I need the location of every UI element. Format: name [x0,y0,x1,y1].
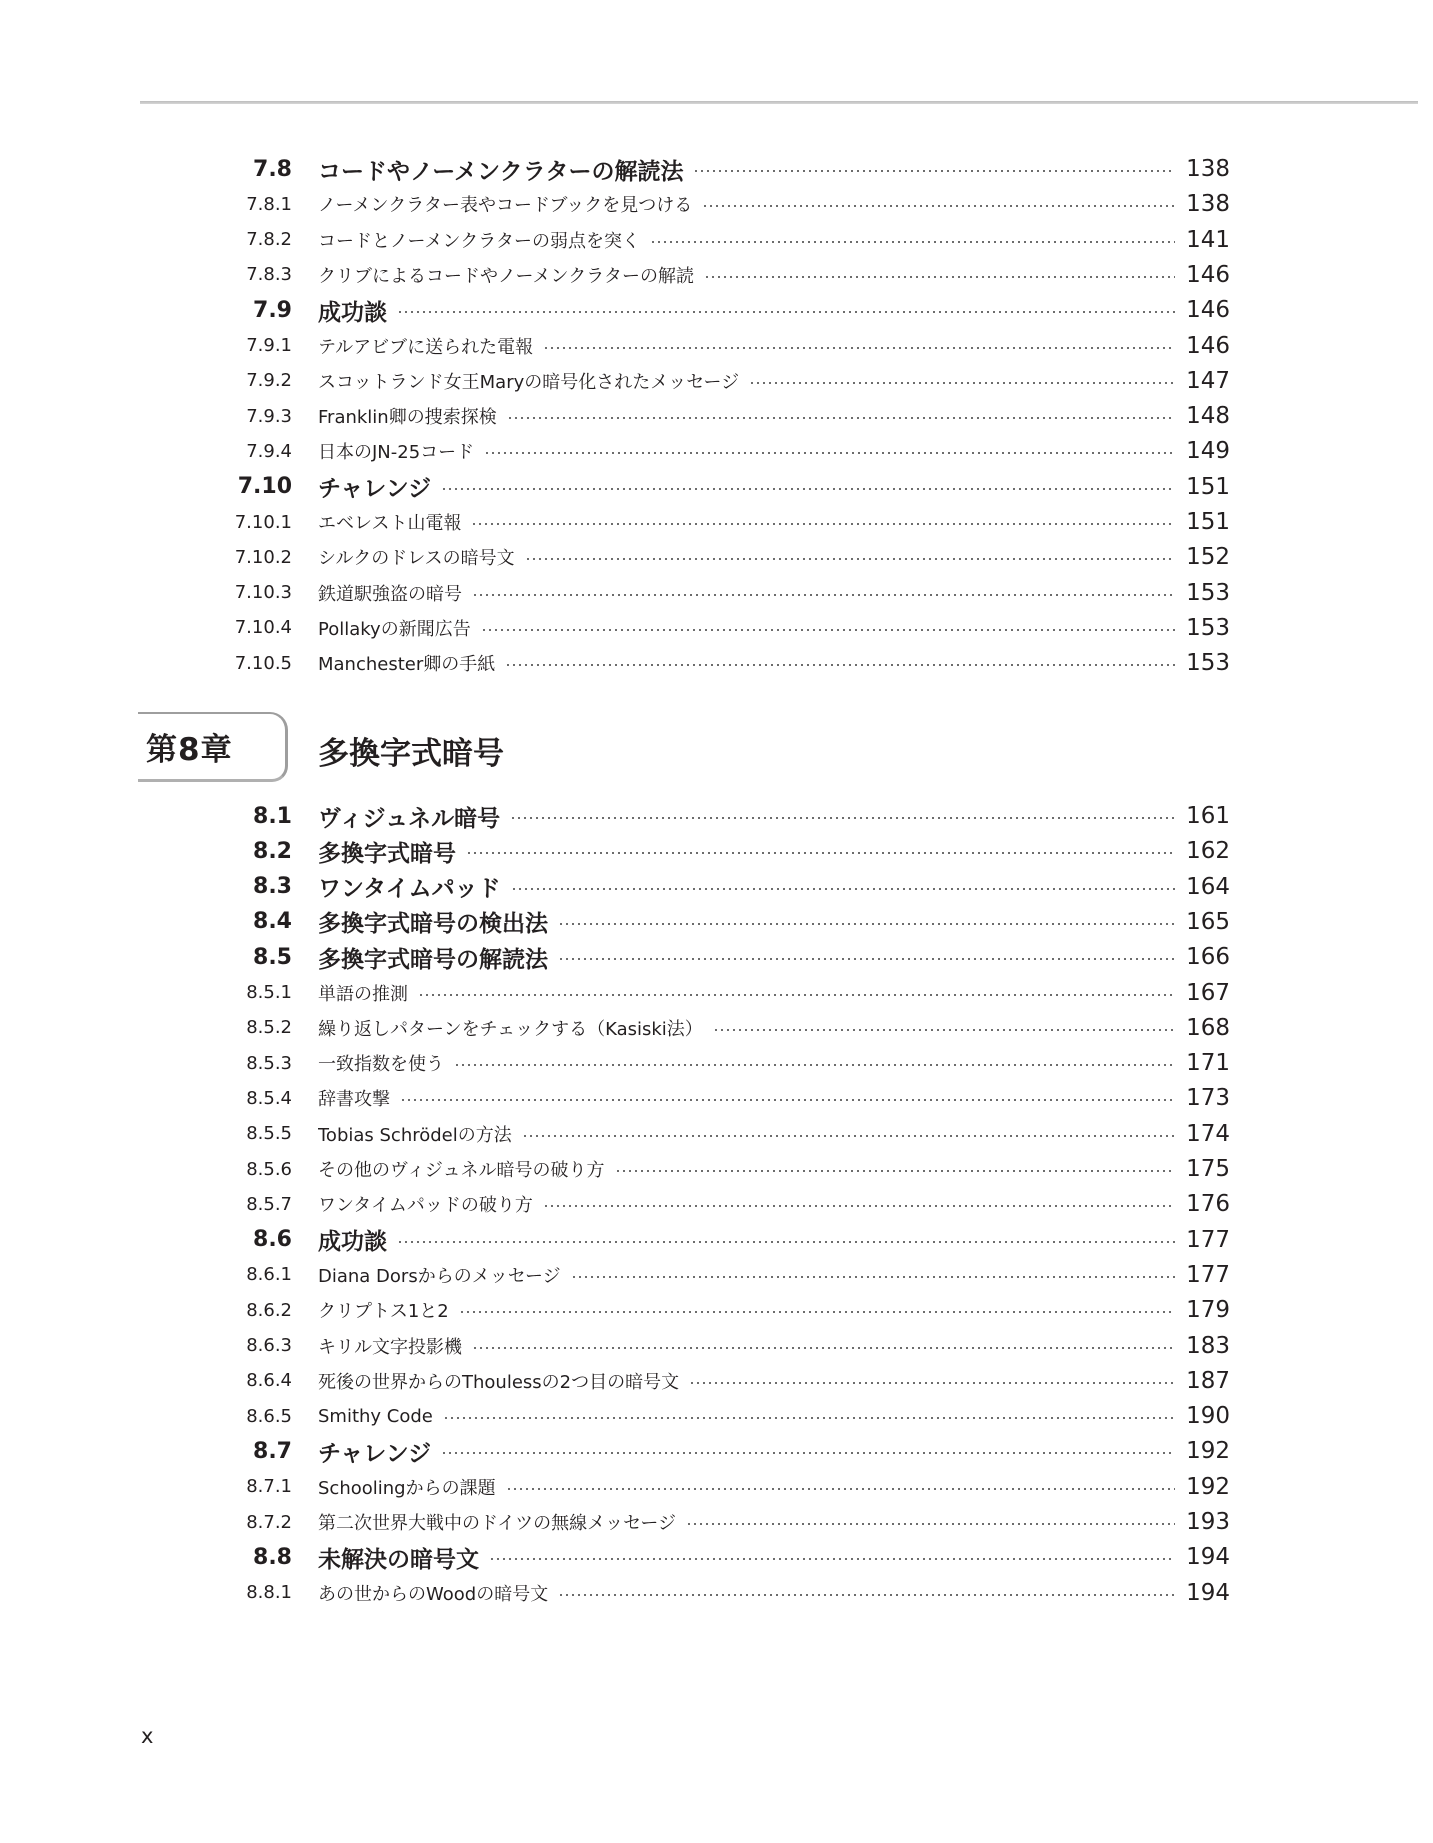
toc-entry [0,472,1433,502]
toc-entry-page: 179 [1186,1297,1230,1324]
dot-leader [693,170,1175,172]
toc-entry-body [318,870,1183,903]
toc-entry-body [318,403,1183,429]
toc-entry [0,613,1433,643]
toc-entry-body [318,1050,1183,1076]
toc-entry-number: 8.5.4 [246,1087,292,1109]
toc-entry-number: 8.6 [253,1227,292,1253]
toc-entry-page: 171 [1186,1050,1230,1077]
toc-entry-number: 8.5.2 [246,1017,292,1039]
dot-leader [459,1311,1175,1313]
toc-entry-title: キリル文字投影機 [318,1336,462,1358]
chapter-title: 多換字式暗号 [318,736,504,772]
chapter-label: 第8章 [146,732,233,768]
dot-leader [484,452,1175,454]
dot-leader [505,664,1175,666]
toc-entry [0,1189,1433,1219]
toc-entry [0,836,1433,866]
toc-entry-number: 7.10.2 [234,546,292,568]
dot-leader [471,523,1175,525]
toc-entry-page: 146 [1186,332,1230,359]
toc-entry-page: 146 [1186,297,1230,324]
toc-entry-number: 8.4 [253,909,292,935]
toc-entry-body [318,1223,1183,1256]
toc-entry-page: 187 [1186,1367,1230,1394]
toc-entry-body [318,650,1183,676]
toc-entry-title: ワンタイムパッドの破り方 [318,1195,533,1217]
toc-entry-title: 鉄道駅強盗の暗号 [318,583,462,605]
toc-entry-page: 190 [1186,1403,1230,1430]
dot-leader [571,1276,1175,1278]
toc-entry-number: 8.5.3 [246,1052,292,1074]
toc-entry-body [318,1191,1183,1217]
toc-entry-number: 7.10.5 [234,652,292,674]
toc-entry-number: 8.1 [253,803,292,829]
toc-entry [0,366,1433,396]
toc-entry-title: クリブによるコードやノーメンクラターの解読 [318,265,695,287]
toc-entry-body [318,580,1183,606]
dot-leader [506,1488,1175,1490]
toc-entry-page: 176 [1186,1191,1230,1218]
dot-leader [510,817,1175,819]
dot-leader [400,1099,1175,1101]
toc-entry-number: 8.5.5 [246,1123,292,1145]
toc-entry [0,225,1433,255]
toc-entry-title: ノーメンクラター表やコードブックを見つける [318,195,693,217]
toc-entry [0,1366,1433,1396]
dot-leader [454,1064,1175,1066]
toc-entry-title: Franklin卿の捜索探検 [318,407,497,429]
toc-entry-page: 173 [1186,1085,1230,1112]
toc-entry [0,1154,1433,1184]
page-number: x [141,1724,154,1748]
dot-leader [443,1417,1175,1419]
toc-entry-page: 146 [1186,261,1230,288]
toc-entry-body [318,1406,1183,1427]
toc-entry [0,1048,1433,1078]
toc-entry-body [318,1085,1183,1111]
toc-entry-body [318,1435,1183,1468]
toc-entry [0,801,1433,831]
toc-entry [0,578,1433,608]
toc-entry-body [318,333,1183,359]
toc-entry-title: クリプトス1と2 [318,1301,449,1323]
toc-entry-title: スコットランド女王Maryの暗号化されたメッセージ [318,371,740,393]
toc-entry-number: 7.9.2 [246,370,292,392]
toc-entry [0,1083,1433,1113]
dot-leader [418,994,1175,996]
dot-leader [489,1558,1175,1560]
toc-entry-page: 167 [1186,979,1230,1006]
dot-leader [525,558,1175,560]
toc-entry-number: 8.8.1 [246,1582,292,1604]
toc-entry [0,942,1433,972]
toc-entry-page: 138 [1186,191,1230,218]
toc-entry-number: 8.5.7 [246,1193,292,1215]
dot-leader [543,1205,1175,1207]
toc-entry-page: 138 [1186,156,1230,182]
toc-entry-title: その他のヴィジュネル暗号の破り方 [318,1160,605,1181]
toc-entry [0,1260,1433,1290]
toc-entry-body [318,227,1183,253]
dot-leader [441,488,1175,490]
toc-entry-title: 多換字式暗号 [318,840,456,867]
toc-entry-body [318,800,1183,833]
dot-leader [749,382,1175,384]
toc-entry-title: Manchester卿の手紙 [318,654,496,676]
toc-entry-number: 7.8 [253,156,292,182]
toc-entry-title: 成功談 [318,1229,387,1256]
toc-entry-page: 149 [1186,438,1230,465]
toc-entry [0,1013,1433,1043]
toc-entry [0,1507,1433,1537]
toc-entry [0,1436,1433,1466]
toc-entry-page: 161 [1186,803,1230,829]
toc-entry-title: 辞書攻撃 [318,1089,390,1111]
toc-entry-body [318,1297,1183,1323]
toc-entry-page: 151 [1186,473,1230,500]
toc-entry-number: 7.8.3 [246,264,292,286]
toc-entry-page: 148 [1186,403,1230,430]
toc-entry-body [318,1541,1183,1574]
toc-entry-number: 7.8.2 [246,229,292,251]
toc-entry-page: 177 [1186,1261,1230,1288]
toc-entry-page: 164 [1186,873,1230,900]
toc-entry [0,1578,1433,1608]
toc-entry-body [318,1474,1183,1500]
toc-entry-title: 日本のJN-25コード [318,442,475,464]
dot-leader [558,958,1175,960]
toc-entry [0,1331,1433,1361]
toc-entry [0,907,1433,937]
toc-entry-number: 8.8 [253,1544,292,1570]
toc-entry-number: 8.5 [253,944,292,970]
dot-leader [441,1452,1175,1454]
toc-entry-number: 8.7 [253,1438,292,1464]
toc-entry-body [318,1015,1183,1041]
toc-entry-body [318,1580,1183,1606]
toc-entry-title: 一致指数を使う [318,1054,444,1076]
toc-entry [0,260,1433,290]
toc-entry-title: Diana Dorsからのメッセージ [318,1265,561,1287]
toc-entry-page: 152 [1186,544,1230,571]
toc-entry-number: 8.6.5 [246,1405,292,1427]
toc-entry-body [318,835,1183,868]
toc-entry [0,436,1433,466]
toc-entry-number: 8.7.2 [246,1511,292,1533]
dot-leader [522,1135,1175,1137]
toc-entry-body [318,941,1183,974]
toc-entry [0,542,1433,572]
toc-entry-body [318,905,1183,938]
toc-entry [0,507,1433,537]
toc-entry-number: 7.9.3 [246,405,292,427]
toc-entry-body [318,980,1183,1006]
dot-leader [397,311,1175,313]
dot-leader [507,417,1175,419]
dot-leader [558,923,1175,925]
toc-entry [0,1295,1433,1325]
toc-entry-title: 第二次世界大戦中のドイツの無線メッセージ [318,1513,677,1534]
toc-entry-body [318,1262,1183,1288]
toc-entry-page: 183 [1186,1332,1230,1359]
dot-leader [686,1523,1175,1525]
toc-entry-page: 177 [1186,1226,1230,1253]
toc-entry-body [318,1156,1183,1182]
toc-entry [0,648,1433,678]
toc-entry-body [318,544,1183,570]
toc-entry [0,1225,1433,1255]
toc-entry [0,401,1433,431]
toc-entry-title: ワンタイムパッド [318,876,501,903]
toc-entry-title: 単語の推測 [318,983,408,1005]
toc-entry [0,1119,1433,1149]
toc-entry-title: エベレスト山電報 [318,513,462,534]
dot-leader [713,1029,1175,1031]
toc-entry-title: コードやノーメンクラターの解読法 [318,158,684,185]
dot-leader [472,594,1175,596]
toc-entry-title: ヴィジュネル暗号 [318,805,501,832]
toc-entry-body [318,615,1183,641]
toc-entry-title: 死後の世界からのThoulessの2つ目の暗号文 [318,1371,680,1393]
toc-entry-title: あの世からのWoodの暗号文 [318,1583,549,1605]
toc-entry-title: シルクのドレスの暗号文 [318,548,515,570]
toc-entry-number: 8.6.1 [246,1264,292,1286]
toc-entry-body [318,470,1183,503]
toc-entry-page: 168 [1186,1014,1230,1041]
toc-entry-number: 8.3 [253,874,292,900]
dot-leader [615,1170,1175,1172]
toc-entry [0,978,1433,1008]
toc-entry-title: 多換字式暗号の検出法 [318,911,548,938]
dot-leader [650,241,1175,243]
toc-entry [0,1542,1433,1572]
toc-entry-number: 7.8.1 [246,193,292,215]
dot-leader [704,276,1175,278]
dot-leader [702,205,1175,207]
toc-entry-body [318,509,1183,535]
toc-entry-title: Tobias Schrödelの方法 [318,1124,512,1146]
toc-entry-page: 194 [1186,1544,1230,1571]
toc-entry [0,1472,1433,1502]
toc-entry-title: 未解決の暗号文 [318,1546,479,1573]
toc-entry-page: 153 [1186,579,1230,606]
toc-entry [0,872,1433,902]
toc-entry-number: 8.2 [253,838,292,864]
toc-entry-page: 192 [1186,1473,1230,1500]
toc-entry-body [318,1121,1183,1147]
toc-entry-number: 7.10 [237,474,292,500]
toc-entry-page: 192 [1186,1438,1230,1465]
toc-entry-page: 162 [1186,838,1230,865]
toc-entry-title: コードとノーメンクラターの弱点を突く [318,230,641,252]
toc-entry-title: Smithy Code [318,1405,433,1427]
toc-entry-number: 7.10.4 [234,617,292,639]
toc-entry-page: 165 [1186,908,1230,935]
toc-entry-page: 141 [1186,226,1230,253]
toc-entry-number: 8.5.1 [246,982,292,1003]
toc-entry-page: 175 [1186,1156,1230,1182]
toc-entry-body [318,1509,1183,1535]
toc-entry-body [318,191,1183,217]
dot-leader [558,1594,1175,1596]
toc-entry-page: 166 [1186,944,1230,971]
toc-entry-number: 7.9 [253,297,292,323]
dot-leader [543,347,1175,349]
toc-entry-page: 147 [1186,367,1230,394]
toc-entry-title: 多換字式暗号の解読法 [318,946,548,973]
toc-entry-number: 7.10.1 [234,511,292,533]
toc-entry-body [318,1333,1183,1359]
toc-entry [0,1401,1433,1431]
toc-entry [0,295,1433,325]
toc-entry [0,189,1433,219]
dot-leader [472,1347,1175,1349]
dot-leader [397,1241,1175,1243]
dot-leader [511,888,1175,890]
toc-entry-page: 153 [1186,650,1230,677]
dot-leader [466,852,1175,854]
toc-entry-page: 193 [1186,1509,1230,1535]
toc-entry [0,331,1433,361]
toc-entry [0,154,1433,184]
toc-entry-number: 8.6.3 [246,1335,292,1356]
toc-entry-title: 成功談 [318,299,387,326]
toc-entry-title: チャレンジ [318,1440,432,1467]
toc-entry-number: 7.9.4 [246,440,292,462]
toc-entry-page: 151 [1186,509,1230,535]
toc-entry-title: 繰り返しパターンをチェックする（Kasiski法） [318,1018,703,1040]
toc-entry-title: Schoolingからの課題 [318,1477,496,1499]
toc-entry-title: チャレンジ [318,476,432,503]
toc-entry-number: 8.5.6 [246,1158,292,1180]
toc-entry-body [318,368,1183,394]
toc-entry-number: 8.6.2 [246,1299,292,1321]
dot-leader [689,1382,1175,1384]
toc-entry-body [318,294,1183,327]
toc-entry-number: 7.10.3 [234,582,292,604]
toc-entry-page: 174 [1186,1120,1230,1147]
toc-entry-number: 8.6.4 [246,1370,292,1392]
toc-entry-body [318,1368,1183,1394]
toc-entry-body [318,438,1183,464]
toc-entry-title: テルアビブに送られた電報 [318,336,534,358]
chapter-heading-box [138,712,288,782]
dot-leader [481,629,1175,631]
toc-entry-number: 8.7.1 [246,1476,292,1498]
toc-entry-body [318,153,1183,186]
toc-entry-page: 153 [1186,614,1230,641]
toc-entry-body [318,262,1183,288]
toc-entry-title: Pollakyの新聞広告 [318,618,471,640]
toc-entry-number: 7.9.1 [246,335,292,356]
toc-entry-page: 194 [1186,1579,1230,1606]
